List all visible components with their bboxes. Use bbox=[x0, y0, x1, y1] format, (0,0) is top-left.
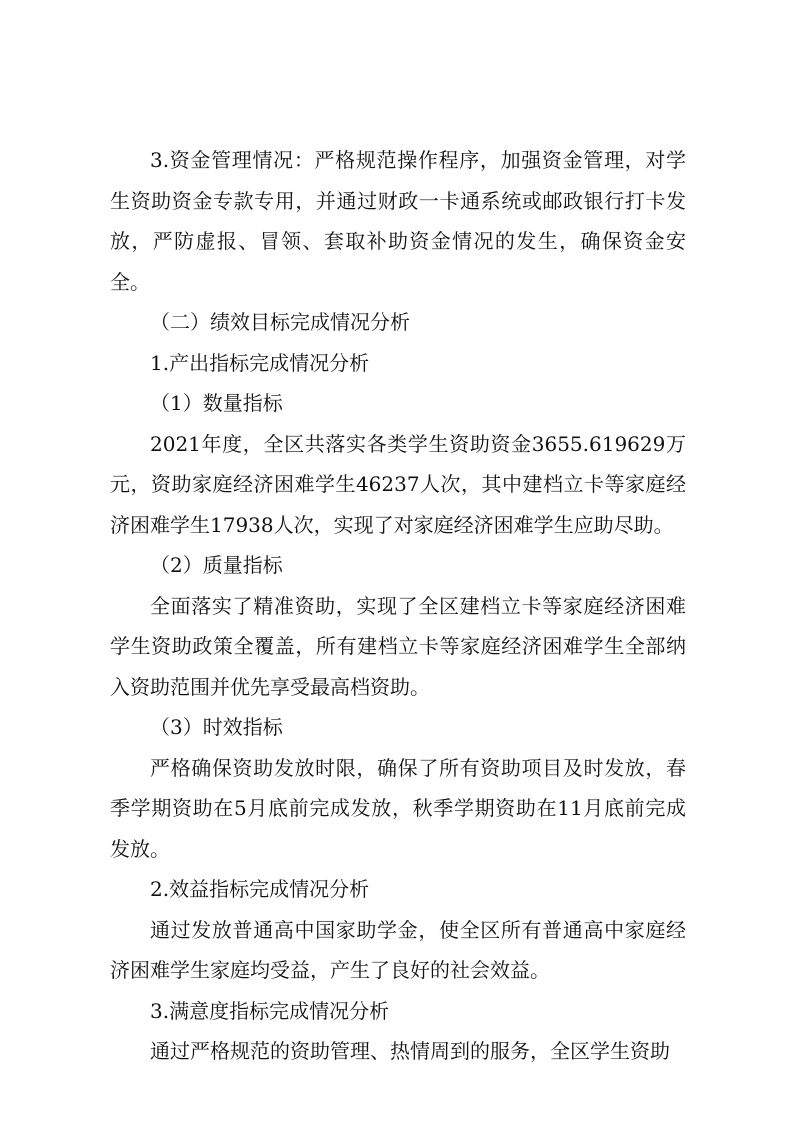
subheading-benefit-indicators: 2.效益指标完成情况分析 bbox=[150, 877, 370, 901]
paragraph-quantity: 2021年度，全区共落实各类学生资助资金3655.619629万元，资助家庭经济困难学生46237人次，其中建档立卡等家庭经济困难学生17938人次，实现了对家庭经济困难学生应助尽助。 bbox=[110, 431, 686, 537]
subheading-quality-indicators: （2）质量指标 bbox=[150, 553, 283, 577]
subheading-quantity-indicators: （1）数量指标 bbox=[150, 391, 283, 415]
paragraph-fund-management: 3.资金管理情况：严格规范操作程序，加强资金管理，对学生资助资金专款专用，并通过财政一卡通系统或邮政银行打卡发放，严防虚报、冒领、套取补助资金情况的发生，确保资金安全。 bbox=[110, 148, 686, 294]
paragraph-quality: 全面落实了精准资助，实现了全区建档立卡等家庭经济困难学生资助政策全覆盖，所有建档立卡等家庭经济困难学生全部纳入资助范围并优先享受最高档资助。 bbox=[110, 593, 686, 699]
subheading-output-indicators: 1.产出指标完成情况分析 bbox=[150, 350, 370, 375]
subheading-timeliness-indicators: （3）时效指标 bbox=[150, 715, 283, 739]
paragraph-satisfaction: 通过严格规范的资助管理、热情周到的服务，全区学生资助 bbox=[150, 1039, 670, 1063]
paragraph-benefit: 通过发放普通高中国家助学金，使全区所有普通高中家庭经济困难学生家庭均受益，产生了良好的社会效益。 bbox=[110, 917, 686, 982]
section-heading-performance-analysis: （二）绩效目标完成情况分析 bbox=[150, 310, 410, 334]
paragraph-timeliness: 严格确保资助发放时限，确保了所有资助项目及时发放，春季学期资助在5月底前完成发放，秋季学期资助在11月底前完成发放。 bbox=[110, 755, 686, 861]
subheading-satisfaction-indicators: 3.满意度指标完成情况分析 bbox=[150, 998, 390, 1023]
document-body bbox=[110, 140, 686, 1072]
